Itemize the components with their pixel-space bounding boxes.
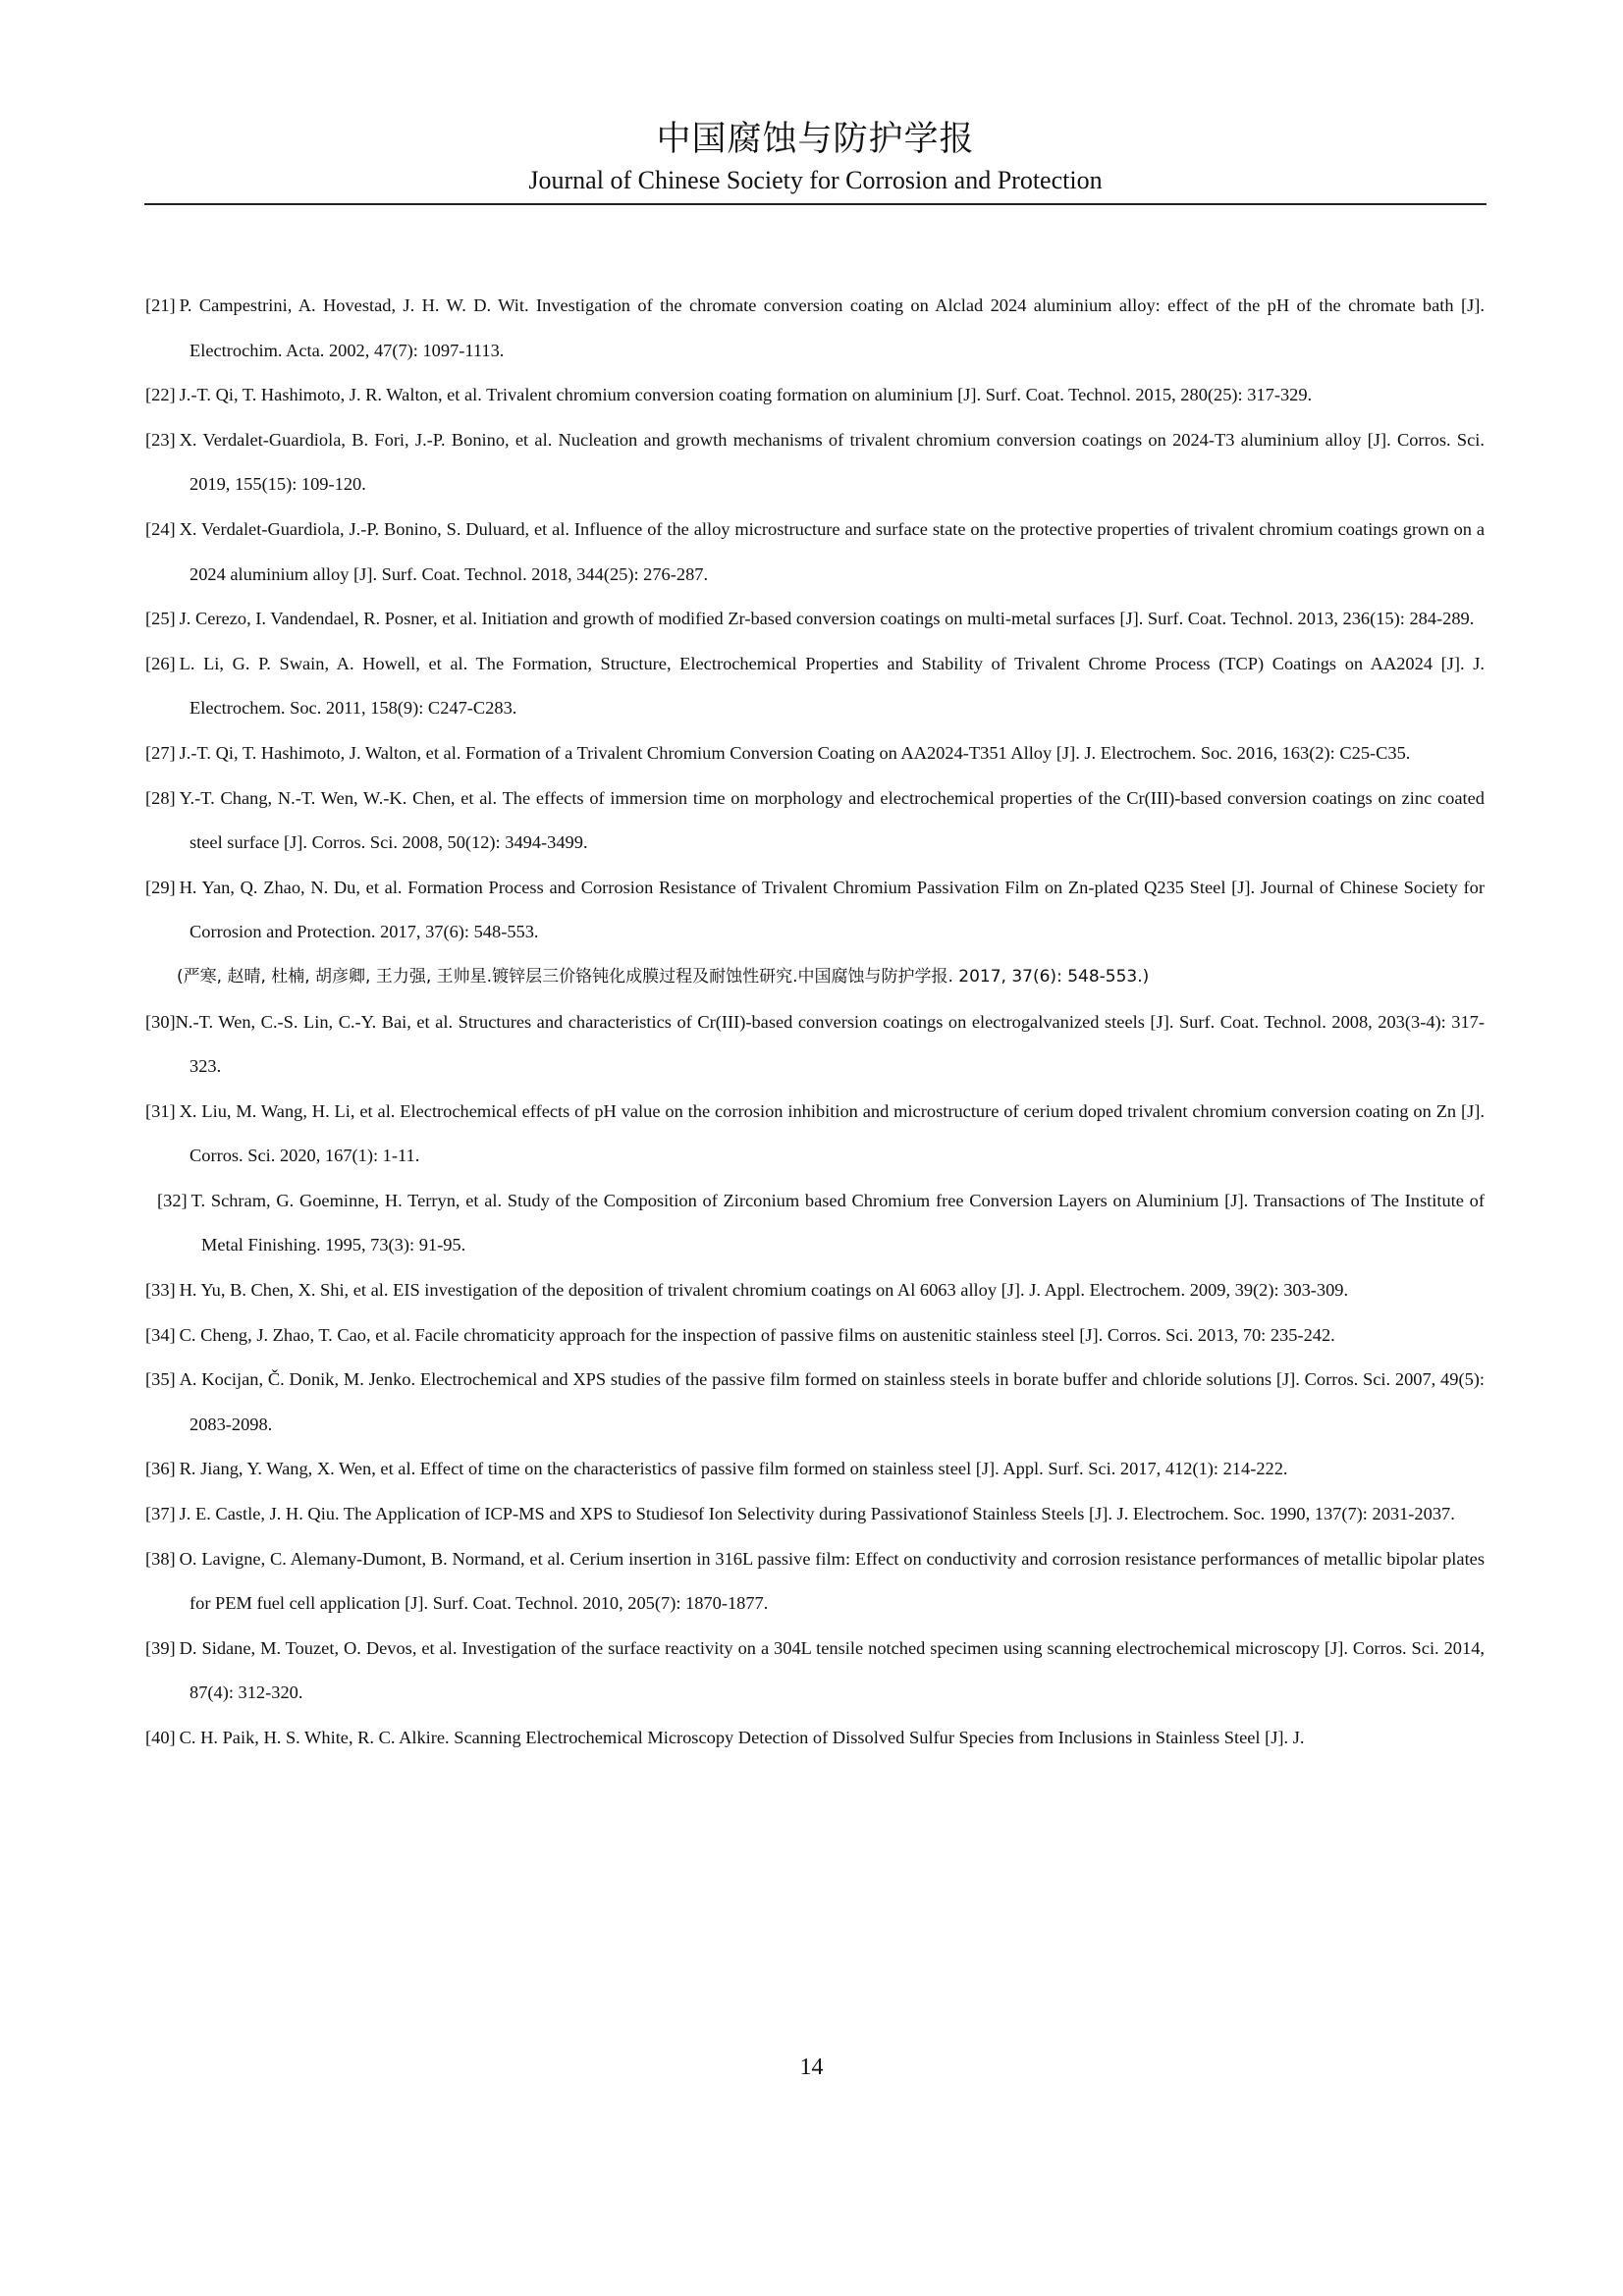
reference-list — [145, 284, 1485, 1761]
reference-number: [26] — [145, 653, 176, 673]
journal-title-chinese: 中国腐蚀与防护学报 — [656, 120, 975, 159]
reference-item-25 — [145, 597, 1485, 642]
reference-number: [37] — [145, 1504, 176, 1524]
reference-number: [25] — [145, 609, 176, 629]
reference-text: J.-T. Qi, T. Hashimoto, J. Walton, et al. Formation of a Trivalent Chromium Conversion Coating on AA2024-T351 Alloy [J]. J. Electrochem. Soc. 2016, 163(2): C25-C35. — [179, 742, 1411, 763]
reference-text: O. Lavigne, C. Alemany-Dumont, B. Normand, et al. Cerium insertion in 316L passive film: Effect on conductivity and corrosion resistance performances of metallic bipolar plates for PEM fuel cell application [J]. Surf. Coat. Technol. 2010, 205(7): 1870-1877. — [179, 1548, 1485, 1614]
reference-text: T. Schram, G. Goeminne, H. Terryn, et al. Study of the Composition of Zirconium based Chromium free Conversion Layers on Aluminium [J]. Transactions of The Institute of Metal Finishing. 1995, 73(3): 91-95. — [190, 1190, 1485, 1255]
reference-item-28 — [145, 776, 1485, 866]
reference-text: A. Kocijan, Č. Donik, M. Jenko. Electrochemical and XPS studies of the passive film formed on stainless steels in borate buffer and chloride solutions [J]. Corros. Sci. 2007, 49(5): 2083-2098. — [179, 1369, 1485, 1434]
reference-text: X. Verdalet-Guardiola, J.-P. Bonino, S. Duluard, et al. Influence of the alloy microstructure and surface state on the protective properties of trivalent chromium coatings grown on a 2024 aluminium alloy [J]. Surf. Coat. Technol. 2018, 344(25): 276-287. — [179, 518, 1485, 584]
reference-item-27 — [145, 731, 1485, 776]
reference-text: C. Cheng, J. Zhao, T. Cao, et al. Facile chromaticity approach for the inspection of passive films on austenitic stainless steel [J]. Corros. Sci. 2013, 70: 235-242. — [179, 1324, 1335, 1345]
reference-number: [22] — [145, 385, 176, 405]
reference-item-24 — [145, 507, 1485, 597]
reference-item-21 — [145, 284, 1485, 373]
reference-text: L. Li, G. P. Swain, A. Howell, et al. The Formation, Structure, Electrochemical Properties and Stability of Trivalent Chrome Process (TCP) Coatings on AA2024 [J]. J. Electrochem. Soc. 2011, 158(9): C247-C283. — [179, 653, 1485, 719]
reference-number: [35] — [145, 1369, 176, 1390]
reference-29-chinese-translation: (严寒, 赵晴, 杜楠, 胡彦卿, 王力强, 王帅星.镀锌层三价铬钝化成膜过程及耐蚀性研究.中国腐蚀与防护学报. 2017, 37(6): 548-553.) — [177, 966, 1150, 987]
reference-number: [33] — [145, 1280, 176, 1301]
reference-item-30 — [145, 1000, 1485, 1090]
reference-number: [28] — [145, 787, 176, 808]
reference-text: N.-T. Wen, C.-S. Lin, C.-Y. Bai, et al. Structures and characteristics of Cr(III)-based conversion coatings on electrogalvanized steels [J]. Surf. Coat. Technol. 2008, 203(3-4): 317-323. — [175, 1011, 1485, 1077]
reference-text: D. Sidane, M. Touzet, O. Devos, et al. Investigation of the surface reactivity on a 304L tensile notched specimen using scanning electrochemical microscopy [J]. Corros. Sci. 2014, 87(4): 312-320. — [179, 1637, 1485, 1703]
reference-item-40 — [145, 1716, 1485, 1761]
reference-item-22 — [145, 373, 1485, 418]
reference-text: P. Campestrini, A. Hovestad, J. H. W. D. Wit. Investigation of the chromate conversion coating on Alclad 2024 aluminium alloy: effect of the pH of the chromate bath [J]. Electrochim. Acta. 2002, 47(7): 1097-1113. — [179, 295, 1485, 360]
reference-number: [23] — [145, 429, 176, 450]
reference-item-23 — [145, 418, 1485, 507]
reference-number: [36] — [145, 1459, 176, 1479]
reference-item-37 — [145, 1492, 1485, 1537]
reference-item-29 — [145, 866, 1485, 955]
reference-number: [34] — [145, 1324, 176, 1345]
reference-text: H. Yan, Q. Zhao, N. Du, et al. Formation Process and Corrosion Resistance of Trivalent Chromium Passivation Film on Zn-plated Q235 Steel [J]. Journal of Chinese Society for Corrosion and Protection. 2017, 37(6): 548-553. — [179, 877, 1485, 942]
reference-number: [38] — [145, 1548, 176, 1569]
reference-text: J.-T. Qi, T. Hashimoto, J. R. Walton, et al. Trivalent chromium conversion coating formation on aluminium [J]. Surf. Coat. Technol. 2015, 280(25): 317-329. — [179, 385, 1313, 405]
reference-item-33 — [145, 1268, 1485, 1313]
reference-item-31 — [145, 1090, 1485, 1179]
reference-item-39 — [145, 1627, 1485, 1716]
reference-number: [24] — [145, 518, 176, 539]
reference-number: [27] — [145, 742, 176, 763]
reference-text: Y.-T. Chang, N.-T. Wen, W.-K. Chen, et al. The effects of immersion time on morphology and electrochemical properties of the Cr(III)-based conversion coatings on zinc coated steel surface [J]. Corros. Sci. 2008, 50(12): 3494-3499. — [179, 787, 1485, 853]
header-divider — [144, 203, 1487, 205]
reference-item-36 — [145, 1447, 1485, 1492]
reference-number: [30] — [145, 1011, 176, 1032]
reference-text: X. Liu, M. Wang, H. Li, et al. Electrochemical effects of pH value on the corrosion inhibition and microstructure of cerium doped trivalent chromium conversion coating on Zn [J]. Corros. Sci. 2020, 167(1): 1-11. — [179, 1100, 1485, 1166]
reference-item-38 — [145, 1537, 1485, 1627]
reference-item-26 — [145, 642, 1485, 731]
reference-text: R. Jiang, Y. Wang, X. Wen, et al. Effect of time on the characteristics of passive film formed on stainless steel [J]. Appl. Surf. Sci. 2017, 412(1): 214-222. — [179, 1459, 1288, 1479]
reference-item-34 — [145, 1313, 1485, 1359]
reference-item-32 — [157, 1179, 1485, 1268]
reference-number: [29] — [145, 877, 176, 897]
reference-text: X. Verdalet-Guardiola, B. Fori, J.-P. Bonino, et al. Nucleation and growth mechanisms of trivalent chromium conversion coatings on 2024-T3 aluminium alloy [J]. Corros. Sci. 2019, 155(15): 109-120. — [179, 429, 1485, 495]
reference-number: [31] — [145, 1100, 176, 1121]
page-number: 14 — [799, 2055, 824, 2080]
reference-text: C. H. Paik, H. S. White, R. C. Alkire. Scanning Electrochemical Microscopy Detection of Dissolved Sulfur Species from Inclusions in Stainless Steel [J]. J. — [179, 1728, 1305, 1747]
reference-number: [21] — [145, 295, 176, 315]
reference-text: H. Yu, B. Chen, X. Shi, et al. EIS investigation of the deposition of trivalent chromium coatings on Al 6063 alloy [J]. J. Appl. Electrochem. 2009, 39(2): 303-309. — [179, 1280, 1349, 1301]
reference-number: [32] — [157, 1190, 188, 1210]
reference-number: [39] — [145, 1637, 176, 1658]
reference-number: [40] — [145, 1728, 176, 1747]
reference-item-35 — [145, 1358, 1485, 1447]
reference-text: J. Cerezo, I. Vandendael, R. Posner, et al. Initiation and growth of modified Zr-based conversion coatings on multi-metal surfaces [J]. Surf. Coat. Technol. 2013, 236(15): 284-289. — [179, 609, 1475, 629]
reference-text: J. E. Castle, J. H. Qiu. The Application of ICP-MS and XPS to Studiesof Ion Selectivity during Passivationof Stainless Steels [J]. J. Electrochem. Soc. 1990, 137(7): 2031-2037. — [179, 1504, 1455, 1524]
journal-header — [144, 116, 1487, 198]
journal-title-english: Journal of Chinese Society for Corrosion and Protection — [528, 166, 1103, 194]
